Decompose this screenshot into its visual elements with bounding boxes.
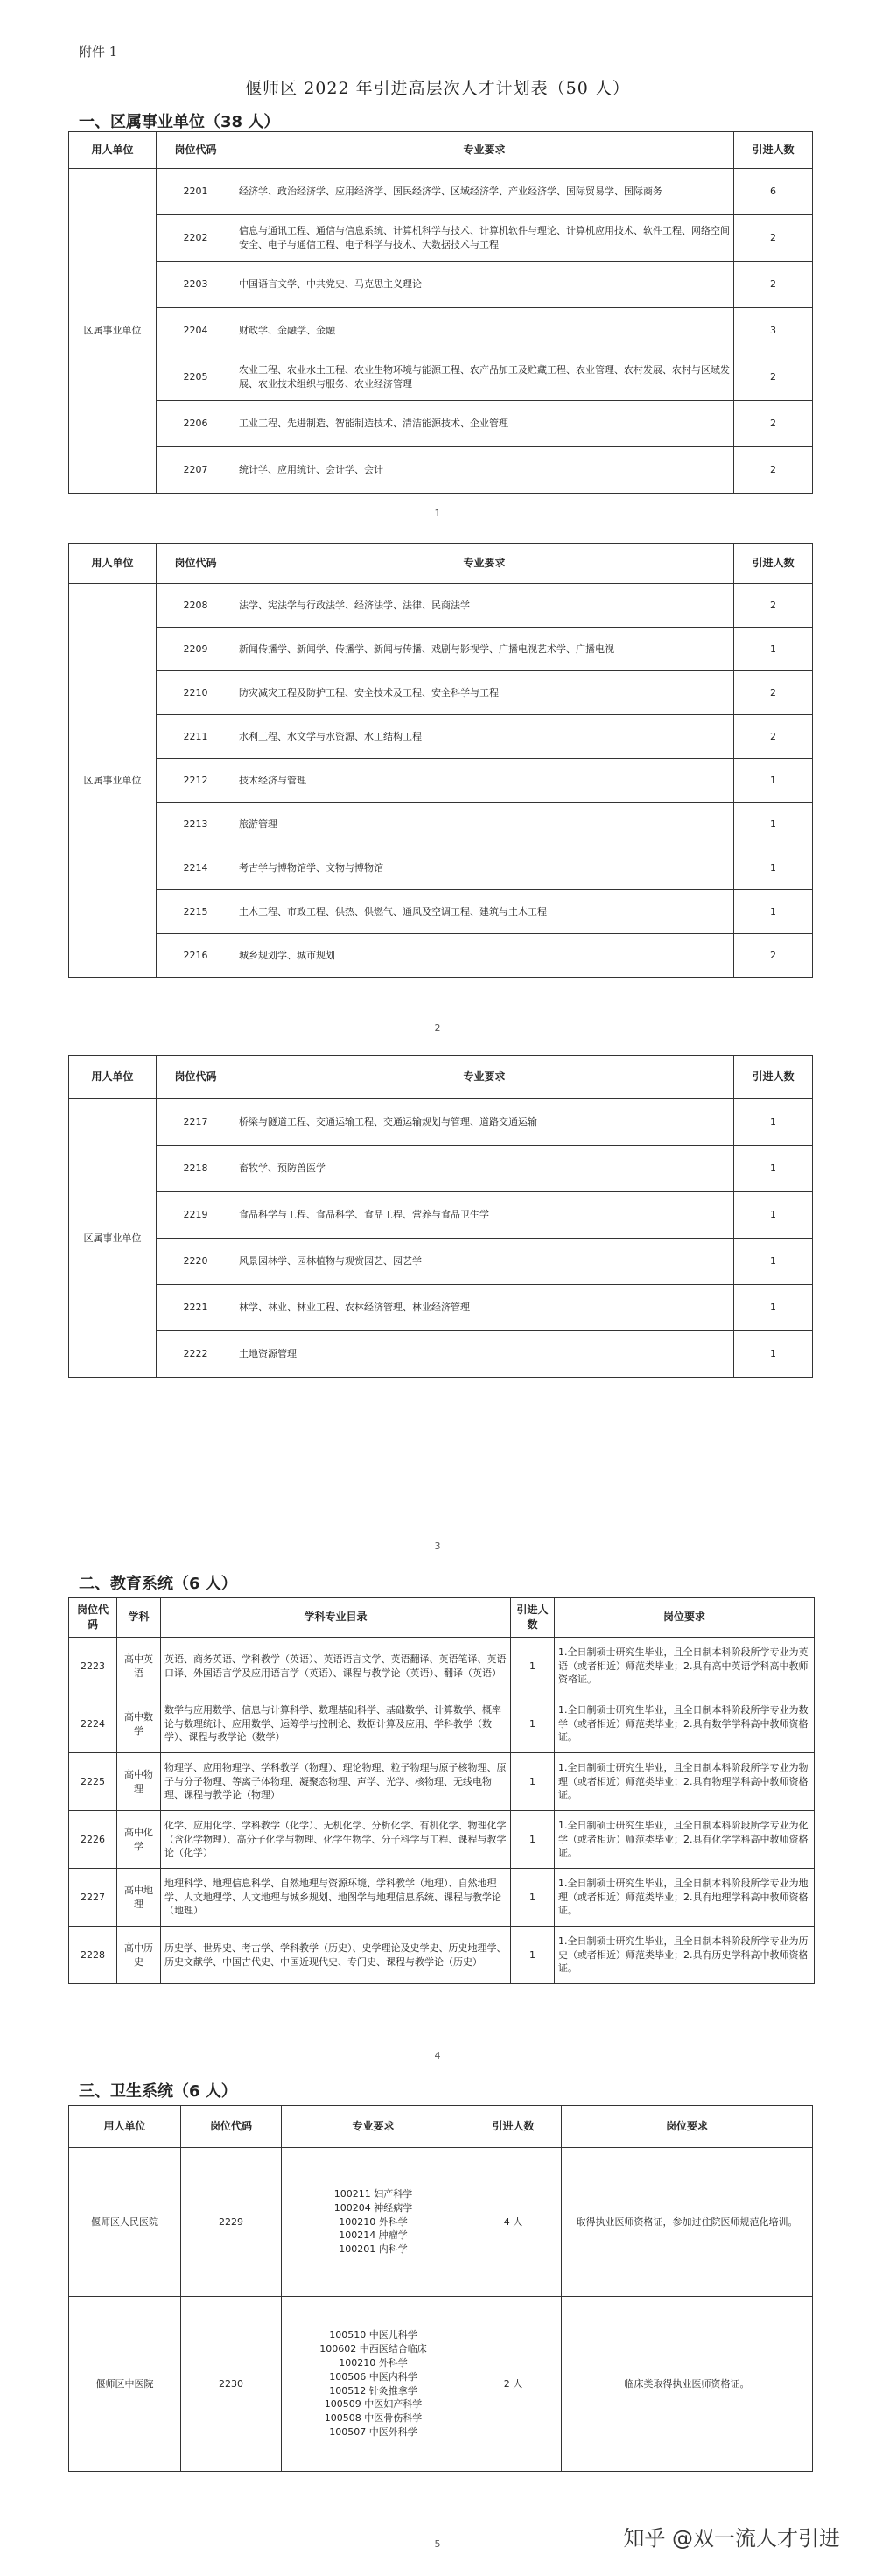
header-code: 岗位代码 [69, 1598, 117, 1638]
count-cell: 3 [734, 308, 813, 354]
requirement-cell: 取得执业医师资格证，参加过住院医师规范化培训。 [562, 2148, 813, 2297]
table-public-institutions-1 [68, 131, 813, 494]
code-cell: 2226 [69, 1811, 117, 1869]
header-major: 专业要求 [282, 2106, 466, 2148]
count-cell: 4 人 [466, 2148, 562, 2297]
count-cell: 1 [734, 846, 813, 890]
requirement-cell: 临床类取得执业医师资格证。 [562, 2297, 813, 2472]
header-unit: 用人单位 [69, 544, 157, 584]
count-cell: 1 [511, 1695, 555, 1753]
major-cell: 法学、宪法学与行政法学、经济法学、法律、民商法学 [235, 584, 734, 628]
header-unit: 用人单位 [69, 1056, 157, 1099]
code-cell: 2203 [157, 262, 235, 308]
requirement-cell: 1.全日制硕士研究生毕业，且全日制本科阶段所学专业为历史（或者相近）师范类毕业；2.具有历史学科高中教师资格证。 [555, 1927, 815, 1984]
count-cell: 2 [734, 715, 813, 759]
code-cell: 2224 [69, 1695, 117, 1753]
catalog-cell: 历史学、世界史、考古学、学科教学（历史）、史学理论及史学史、历史地理学、历史文献学、中国古代史、中国近现代史、专门史、课程与教学论（历史） [161, 1927, 511, 1984]
count-cell: 1 [734, 759, 813, 803]
code-cell: 2202 [157, 215, 235, 262]
section-heading-education: 二、教育系统（6 人） [79, 1575, 237, 1593]
count-cell: 1 [734, 1192, 813, 1239]
header-code: 岗位代码 [157, 544, 235, 584]
table-public-institutions-3 [68, 1055, 813, 1378]
major-cell: 新闻传播学、新闻学、传播学、新闻与传播、戏剧与影视学、广播电视艺术学、广播电视 [235, 628, 734, 671]
header-major: 专业要求 [235, 132, 734, 169]
code-cell: 2210 [157, 671, 235, 715]
header-catalog: 学科专业目录 [161, 1598, 511, 1638]
header-requirement: 岗位要求 [555, 1598, 815, 1638]
count-cell: 1 [511, 1927, 555, 1984]
header-count: 引进人数 [511, 1598, 555, 1638]
header-unit: 用人单位 [69, 132, 157, 169]
document-title: 偃师区 2022 年引进高层次人才计划表（50 人） [245, 79, 630, 98]
catalog-cell: 物理学、应用物理学、学科教学（物理）、理论物理、粒子物理与原子核物理、原子与分子物理、等离子体物理、凝聚态物理、声学、光学、核物理、无线电物理、课程与教学论（物理） [161, 1753, 511, 1811]
header-requirement: 岗位要求 [562, 2106, 813, 2148]
major-cell: 统计学、应用统计、会计学、会计 [235, 447, 734, 494]
page-number: 5 [434, 2538, 441, 2550]
major-cell: 100211 妇产科学 100204 神经病学 100210 外科学 100214 肿瘤学 100201 内科学 [282, 2148, 466, 2297]
requirement-cell: 1.全日制硕士研究生毕业，且全日制本科阶段所学专业为数学（或者相近）师范类毕业；2.具有数学学科高中教师资格证。 [555, 1695, 815, 1753]
major-cell: 土木工程、市政工程、供热、供燃气、通风及空调工程、建筑与土木工程 [235, 890, 734, 934]
count-cell: 1 [734, 1331, 813, 1378]
code-cell: 2205 [157, 354, 235, 401]
table-education [68, 1597, 815, 1984]
count-cell: 1 [734, 1239, 813, 1285]
count-cell: 2 [734, 584, 813, 628]
header-code: 岗位代码 [157, 132, 235, 169]
header-count: 引进人数 [734, 132, 813, 169]
code-cell: 2220 [157, 1239, 235, 1285]
header-code: 岗位代码 [157, 1056, 235, 1099]
count-cell: 1 [734, 890, 813, 934]
code-cell: 2215 [157, 890, 235, 934]
subject-cell: 高中地理 [117, 1869, 161, 1927]
section-heading-public-institutions: 一、区属事业单位（38 人） [79, 113, 280, 131]
code-cell: 2227 [69, 1869, 117, 1927]
count-cell: 1 [511, 1869, 555, 1927]
major-cell: 工业工程、先进制造、智能制造技术、清洁能源技术、企业管理 [235, 401, 734, 447]
header-count: 引进人数 [734, 1056, 813, 1099]
attachment-label: 附件 1 [79, 44, 118, 60]
count-cell: 1 [734, 1099, 813, 1146]
count-cell: 1 [734, 1285, 813, 1331]
page-number: 2 [434, 1022, 441, 1034]
code-cell: 2216 [157, 934, 235, 978]
count-cell: 2 [734, 671, 813, 715]
count-cell: 2 人 [466, 2297, 562, 2472]
code-cell: 2222 [157, 1331, 235, 1378]
unit-cell: 偃师区中医院 [69, 2297, 181, 2472]
code-cell: 2225 [69, 1753, 117, 1811]
requirement-cell: 1.全日制硕士研究生毕业，且全日制本科阶段所学专业为物理（或者相近）师范类毕业；2.具有物理学科高中教师资格证。 [555, 1753, 815, 1811]
code-cell: 2201 [157, 169, 235, 215]
requirement-cell: 1.全日制硕士研究生毕业，且全日制本科阶段所学专业为化学（或者相近）师范类毕业；2.具有化学学科高中教师资格证。 [555, 1811, 815, 1869]
catalog-cell: 数学与应用数学、信息与计算科学、数理基础科学、基础数学、计算数学、概率论与数理统计、应用数学、运筹学与控制论、数据计算及应用、学科教学（数学）、课程与教学论（数学） [161, 1695, 511, 1753]
count-cell: 2 [734, 401, 813, 447]
catalog-cell: 地理科学、地理信息科学、自然地理与资源环境、学科教学（地理）、自然地理学、人文地理学、人文地理与城乡规划、地图学与地理信息系统、课程与教学论（地理） [161, 1869, 511, 1927]
major-cell: 水利工程、水文学与水资源、水工结构工程 [235, 715, 734, 759]
code-cell: 2213 [157, 803, 235, 846]
header-code: 岗位代码 [181, 2106, 282, 2148]
header-major: 专业要求 [235, 1056, 734, 1099]
subject-cell: 高中数学 [117, 1695, 161, 1753]
code-cell: 2228 [69, 1927, 117, 1984]
code-cell: 2209 [157, 628, 235, 671]
count-cell: 1 [511, 1811, 555, 1869]
code-cell: 2214 [157, 846, 235, 890]
page-number: 4 [434, 2050, 441, 2061]
zhihu-watermark: 知乎 @双一流人才引进 [623, 2526, 840, 2551]
major-cell: 林学、林业、林业工程、农林经济管理、林业经济管理 [235, 1285, 734, 1331]
code-cell: 2208 [157, 584, 235, 628]
code-cell: 2207 [157, 447, 235, 494]
header-major: 专业要求 [235, 544, 734, 584]
unit-cell: 区属事业单位 [69, 169, 157, 494]
subject-cell: 高中化学 [117, 1811, 161, 1869]
count-cell: 6 [734, 169, 813, 215]
count-cell: 1 [511, 1638, 555, 1695]
count-cell: 2 [734, 447, 813, 494]
major-cell: 防灾减灾工程及防护工程、安全技术及工程、安全科学与工程 [235, 671, 734, 715]
requirement-cell: 1.全日制硕士研究生毕业，且全日制本科阶段所学专业为英语（或者相近）师范类毕业；2.具有高中英语学科高中教师资格证。 [555, 1638, 815, 1695]
code-cell: 2206 [157, 401, 235, 447]
unit-cell: 偃师区人民医院 [69, 2148, 181, 2297]
table-health [68, 2105, 813, 2472]
code-cell: 2217 [157, 1099, 235, 1146]
page-number: 1 [434, 508, 441, 519]
unit-cell: 区属事业单位 [69, 584, 157, 978]
subject-cell: 高中物理 [117, 1753, 161, 1811]
header-count: 引进人数 [734, 544, 813, 584]
requirement-cell: 1.全日制硕士研究生毕业，且全日制本科阶段所学专业为地理（或者相近）师范类毕业；2.具有地理学科高中教师资格证。 [555, 1869, 815, 1927]
major-cell: 考古学与博物馆学、文物与博物馆 [235, 846, 734, 890]
code-cell: 2223 [69, 1638, 117, 1695]
major-cell: 桥梁与隧道工程、交通运输工程、交通运输规划与管理、道路交通运输 [235, 1099, 734, 1146]
unit-cell: 区属事业单位 [69, 1099, 157, 1378]
subject-cell: 高中历史 [117, 1927, 161, 1984]
major-cell: 信息与通讯工程、通信与信息系统、计算机科学与技术、计算机软件与理论、计算机应用技术、软件工程、网络空间安全、电子与通信工程、电子科学与技术、大数据技术与工程 [235, 215, 734, 262]
header-count: 引进人数 [466, 2106, 562, 2148]
code-cell: 2229 [181, 2148, 282, 2297]
page-number: 3 [434, 1541, 441, 1552]
code-cell: 2204 [157, 308, 235, 354]
catalog-cell: 化学、应用化学、学科教学（化学）、无机化学、分析化学、有机化学、物理化学（含化学物理）、高分子化学与物理、化学生物学、分子科学与工程、课程与教学论（化学） [161, 1811, 511, 1869]
header-unit: 用人单位 [69, 2106, 181, 2148]
code-cell: 2221 [157, 1285, 235, 1331]
catalog-cell: 英语、商务英语、学科教学（英语）、英语语言文学、英语翻译、英语笔译、英语口译、外国语言学及应用语言学（英语）、课程与教学论（英语）、翻译（英语） [161, 1638, 511, 1695]
major-cell: 农业工程、农业水土工程、农业生物环境与能源工程、农产品加工及贮藏工程、农业管理、农村发展、农村与区域发展、农业技术组织与服务、农业经济管理 [235, 354, 734, 401]
major-cell: 风景园林学、园林植物与观赏园艺、园艺学 [235, 1239, 734, 1285]
count-cell: 2 [734, 262, 813, 308]
major-cell: 旅游管理 [235, 803, 734, 846]
code-cell: 2219 [157, 1192, 235, 1239]
code-cell: 2211 [157, 715, 235, 759]
header-subject: 学科 [117, 1598, 161, 1638]
count-cell: 1 [734, 628, 813, 671]
major-cell: 经济学、政治经济学、应用经济学、国民经济学、区域经济学、产业经济学、国际贸易学、国际商务 [235, 169, 734, 215]
code-cell: 2230 [181, 2297, 282, 2472]
major-cell: 中国语言文学、中共党史、马克思主义理论 [235, 262, 734, 308]
major-cell: 财政学、金融学、金融 [235, 308, 734, 354]
major-cell: 100510 中医儿科学 100602 中西医结合临床 100210 外科学 100506 中医内科学 100512 针灸推拿学 100509 中医妇产科学 100508 中医骨伤科学 100507 中医外科学 [282, 2297, 466, 2472]
count-cell: 1 [734, 803, 813, 846]
count-cell: 2 [734, 354, 813, 401]
code-cell: 2218 [157, 1146, 235, 1192]
section-heading-health: 三、卫生系统（6 人） [79, 2082, 237, 2101]
subject-cell: 高中英语 [117, 1638, 161, 1695]
major-cell: 食品科学与工程、食品科学、食品工程、营养与食品卫生学 [235, 1192, 734, 1239]
count-cell: 1 [734, 1146, 813, 1192]
count-cell: 2 [734, 934, 813, 978]
major-cell: 技术经济与管理 [235, 759, 734, 803]
count-cell: 2 [734, 215, 813, 262]
major-cell: 土地资源管理 [235, 1331, 734, 1378]
count-cell: 1 [511, 1753, 555, 1811]
major-cell: 畜牧学、预防兽医学 [235, 1146, 734, 1192]
table-public-institutions-2 [68, 543, 813, 978]
code-cell: 2212 [157, 759, 235, 803]
major-cell: 城乡规划学、城市规划 [235, 934, 734, 978]
